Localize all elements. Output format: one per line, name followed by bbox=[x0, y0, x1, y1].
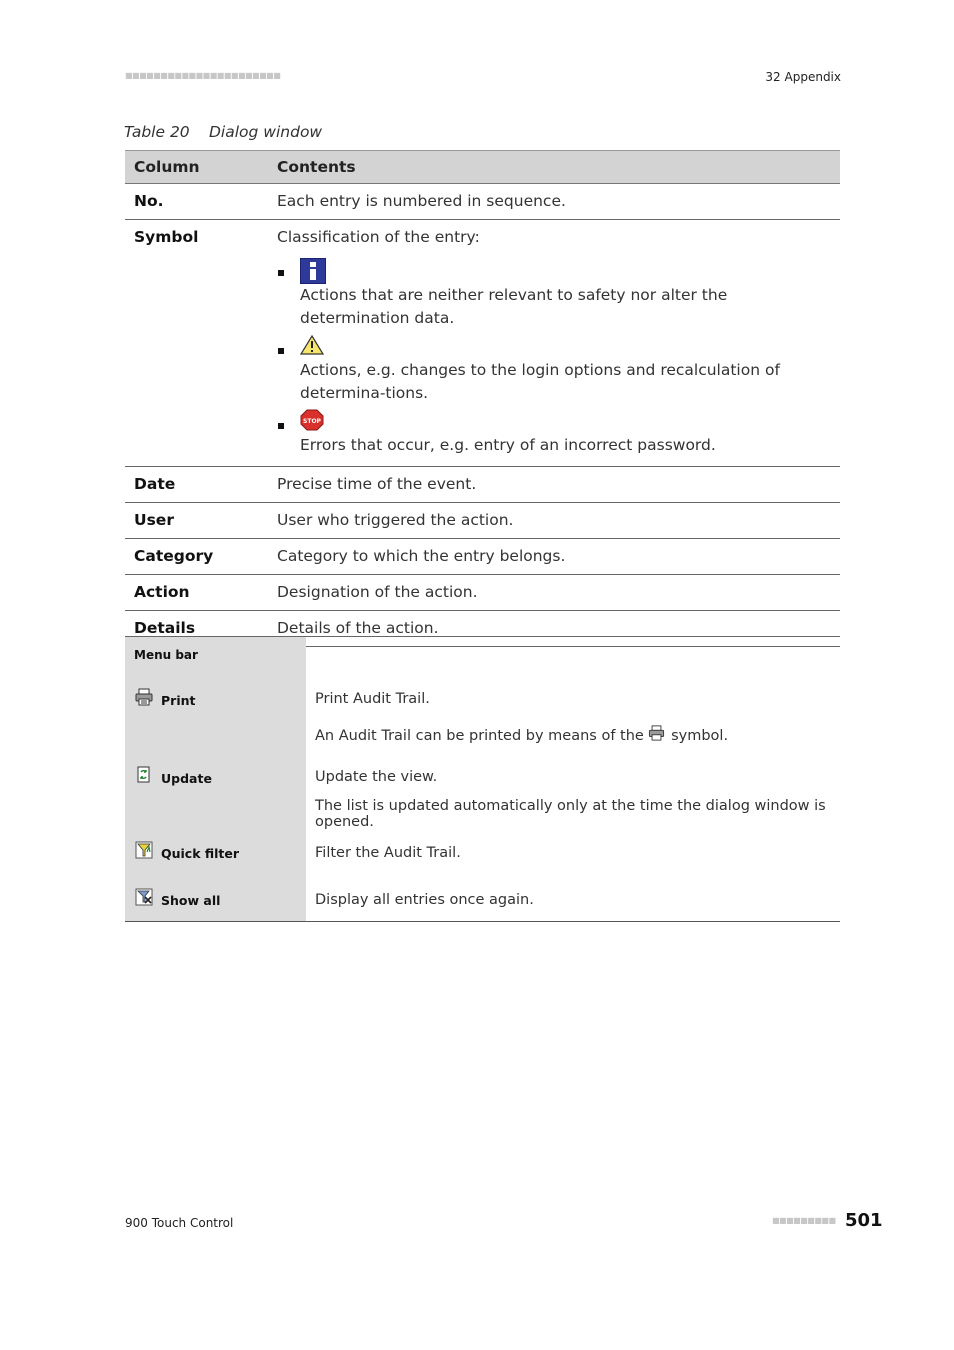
row-label: No. bbox=[125, 184, 268, 220]
row-contents: Precise time of the event. bbox=[268, 467, 840, 503]
row-contents: User who triggered the action. bbox=[268, 503, 840, 539]
menu-item-update[interactable]: Update bbox=[161, 771, 212, 786]
item-text: Actions, e.g. changes to the login options and recalculation of determina-tions. bbox=[300, 361, 780, 402]
print-note-text: An Audit Trail can be printed by means of the bbox=[315, 728, 644, 744]
stop-icon bbox=[300, 409, 324, 431]
section-title: 32 Appendix bbox=[765, 70, 841, 84]
update-description: Update the view. bbox=[315, 769, 438, 785]
row-contents: Designation of the action. bbox=[268, 575, 840, 611]
header-decoration: ■■■■■■■■■■■■■■■■■■■■■■ bbox=[125, 71, 281, 80]
printer-icon[interactable] bbox=[135, 688, 153, 706]
table-row bbox=[125, 503, 840, 539]
table-row bbox=[125, 184, 840, 220]
svg-text:STOP: STOP bbox=[303, 417, 321, 425]
info-icon bbox=[300, 258, 326, 284]
table-row bbox=[125, 220, 840, 467]
row-label: User bbox=[125, 503, 268, 539]
menu-item-quick-filter[interactable]: Quick filter bbox=[161, 846, 240, 861]
symbol-intro: Classification of the entry: bbox=[277, 228, 480, 246]
page-number: 501 bbox=[845, 1210, 883, 1231]
menu-item-print[interactable]: Print bbox=[161, 693, 196, 708]
quick-filter-description: Filter the Audit Trail. bbox=[315, 845, 461, 861]
print-note bbox=[315, 725, 728, 744]
table-header-row bbox=[125, 151, 840, 184]
row-contents: Details of the action. bbox=[268, 611, 840, 647]
show-all-icon[interactable] bbox=[135, 888, 153, 906]
row-contents bbox=[268, 220, 840, 467]
print-description: Print Audit Trail. bbox=[315, 691, 430, 707]
table-row bbox=[125, 539, 840, 575]
warning-icon bbox=[300, 335, 324, 355]
row-label: Action bbox=[125, 575, 268, 611]
table-row bbox=[125, 467, 840, 503]
row-label: Date bbox=[125, 467, 268, 503]
footer-product: 900 Touch Control bbox=[125, 1216, 234, 1230]
row-label: Category bbox=[125, 539, 268, 575]
row-label: Symbol bbox=[125, 220, 268, 467]
table-number: Table 20 bbox=[124, 123, 190, 141]
show-all-description: Display all entries once again. bbox=[315, 892, 534, 908]
row-contents: Each entry is numbered in sequence. bbox=[268, 184, 840, 220]
row-contents: Category to which the entry belongs. bbox=[268, 539, 840, 575]
bullet-icon bbox=[278, 348, 284, 354]
item-text: Errors that occur, e.g. entry of an incorrect password. bbox=[300, 436, 716, 454]
menu-bar-panel bbox=[125, 637, 840, 922]
list-item bbox=[277, 255, 831, 330]
table-row bbox=[125, 575, 840, 611]
item-text: Actions that are neither relevant to safety nor alter the determination data. bbox=[300, 286, 728, 327]
bullet-icon bbox=[278, 423, 284, 429]
list-item bbox=[277, 333, 831, 405]
header-contents: Contents bbox=[268, 151, 840, 184]
list-item bbox=[277, 408, 831, 457]
symbol-list bbox=[277, 255, 831, 457]
menu-bar-title: Menu bar bbox=[134, 648, 198, 662]
update-icon[interactable] bbox=[135, 766, 153, 784]
footer-decoration: ■■■■■■■■■ bbox=[772, 1216, 836, 1225]
printer-icon bbox=[648, 725, 666, 741]
print-note-suffix: symbol. bbox=[671, 728, 729, 744]
update-note: The list is updated automatically only at the time the dialog window is opened. bbox=[315, 798, 826, 830]
table-title: Dialog window bbox=[209, 123, 323, 141]
menu-item-show-all[interactable]: Show all bbox=[161, 893, 221, 908]
quick-filter-icon[interactable] bbox=[135, 841, 153, 859]
bullet-icon bbox=[278, 270, 284, 276]
header-column: Column bbox=[125, 151, 268, 184]
table-caption bbox=[124, 123, 322, 141]
dialog-window-table bbox=[125, 150, 840, 647]
row-label: Details bbox=[125, 611, 268, 647]
